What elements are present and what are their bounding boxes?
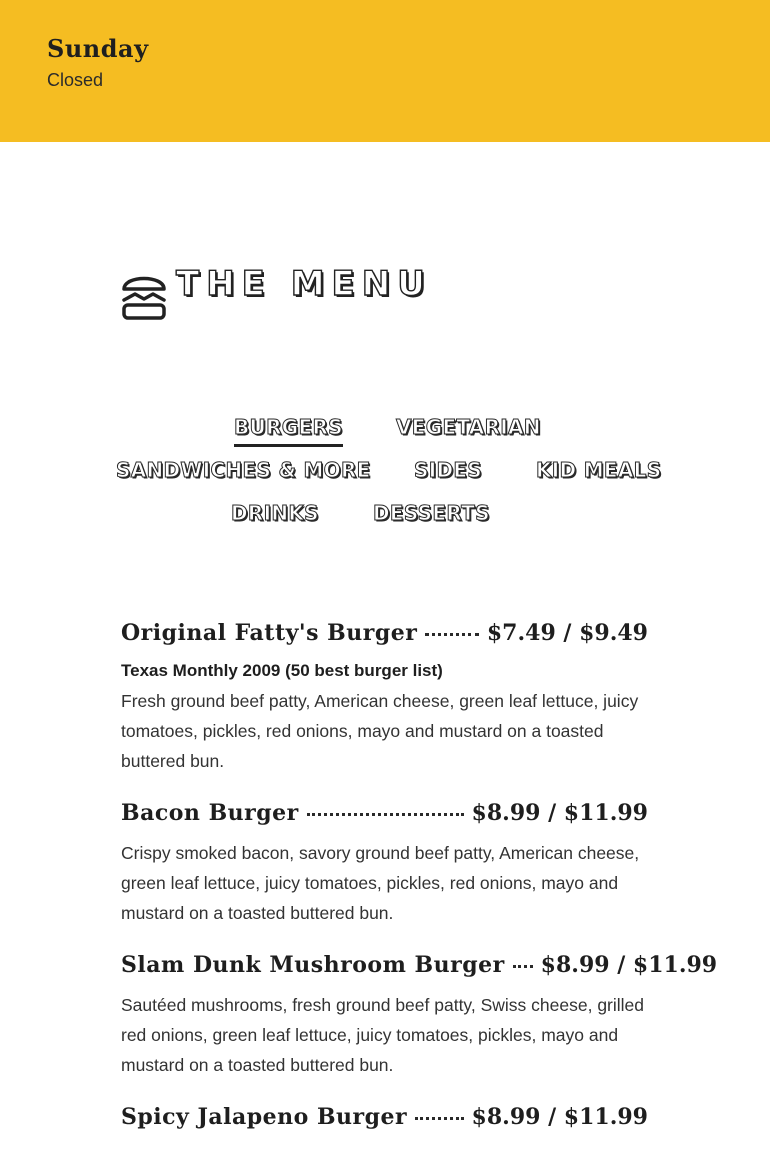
- tab-kid-meals[interactable]: KID MEALS: [536, 458, 662, 482]
- price-leader: [307, 813, 464, 816]
- tab-sides[interactable]: SIDES: [414, 458, 483, 482]
- menu-item-name: Spicy Jalapeno Burger: [121, 1104, 408, 1130]
- menu-title: THE MENU: [176, 264, 432, 304]
- hours-section: [0, 0, 770, 142]
- price-leader: [425, 633, 479, 636]
- menu-item-description: Crispy smoked bacon, savory ground beef patty, American cheese, green leaf lettuce, juicy tomatoes, pickles, red onions, mayo and mustard on a toasted buttered bun.: [121, 843, 640, 923]
- price-leader: [415, 1117, 463, 1120]
- menu-item: [121, 1104, 648, 1140]
- tab-burgers[interactable]: BURGERS: [234, 415, 343, 439]
- burger-icon: [121, 267, 167, 321]
- menu-item-price: $8.99 / $11.99: [471, 1104, 648, 1130]
- menu-item: [121, 952, 718, 1080]
- menu-item-note: Texas Monthly 2009 (50 best burger list): [121, 661, 443, 680]
- menu-item-price: $8.99 / $11.99: [540, 952, 718, 978]
- menu-items: [121, 620, 718, 1164]
- menu-item-description: Fresh ground beef patty, American cheese, green leaf lettuce, juicy tomatoes, pickles, red onions, mayo and mustard on a toasted buttered bun.: [121, 691, 639, 771]
- menu-item-description: Sautéed mushrooms, fresh ground beef patty, Swiss cheese, grilled red onions, green leaf lettuce, juicy tomatoes, pickles, mayo and mustard on a toasted buttered bun.: [121, 995, 645, 1075]
- menu-item: [121, 620, 648, 776]
- tab-vegetarian[interactable]: VEGETARIAN: [396, 415, 541, 439]
- tab-row: [0, 458, 770, 492]
- menu-item-header: [121, 1104, 648, 1140]
- menu-item-header: [121, 620, 648, 656]
- hours-day: Sunday: [47, 34, 149, 63]
- menu-item: [121, 800, 648, 928]
- menu-item-price: $7.49 / $9.49: [486, 620, 648, 646]
- tab-sandwiches[interactable]: SANDWICHES & MORE: [116, 458, 371, 482]
- menu-item-name: Bacon Burger: [121, 800, 299, 826]
- menu-item-price: $8.99 / $11.99: [471, 800, 648, 826]
- menu-item-name: Original Fatty's Burger: [121, 620, 418, 646]
- hours-status: Closed: [47, 70, 104, 90]
- menu-item-header: [121, 952, 718, 988]
- menu-item-name: Slam Dunk Mushroom Burger: [121, 952, 505, 978]
- tab-row: [0, 415, 770, 449]
- tab-desserts[interactable]: DESSERTS: [373, 501, 490, 525]
- menu-item-header: [121, 800, 648, 836]
- tab-row: [0, 501, 770, 535]
- price-leader: [513, 965, 533, 968]
- tab-drinks[interactable]: DRINKS: [231, 501, 319, 525]
